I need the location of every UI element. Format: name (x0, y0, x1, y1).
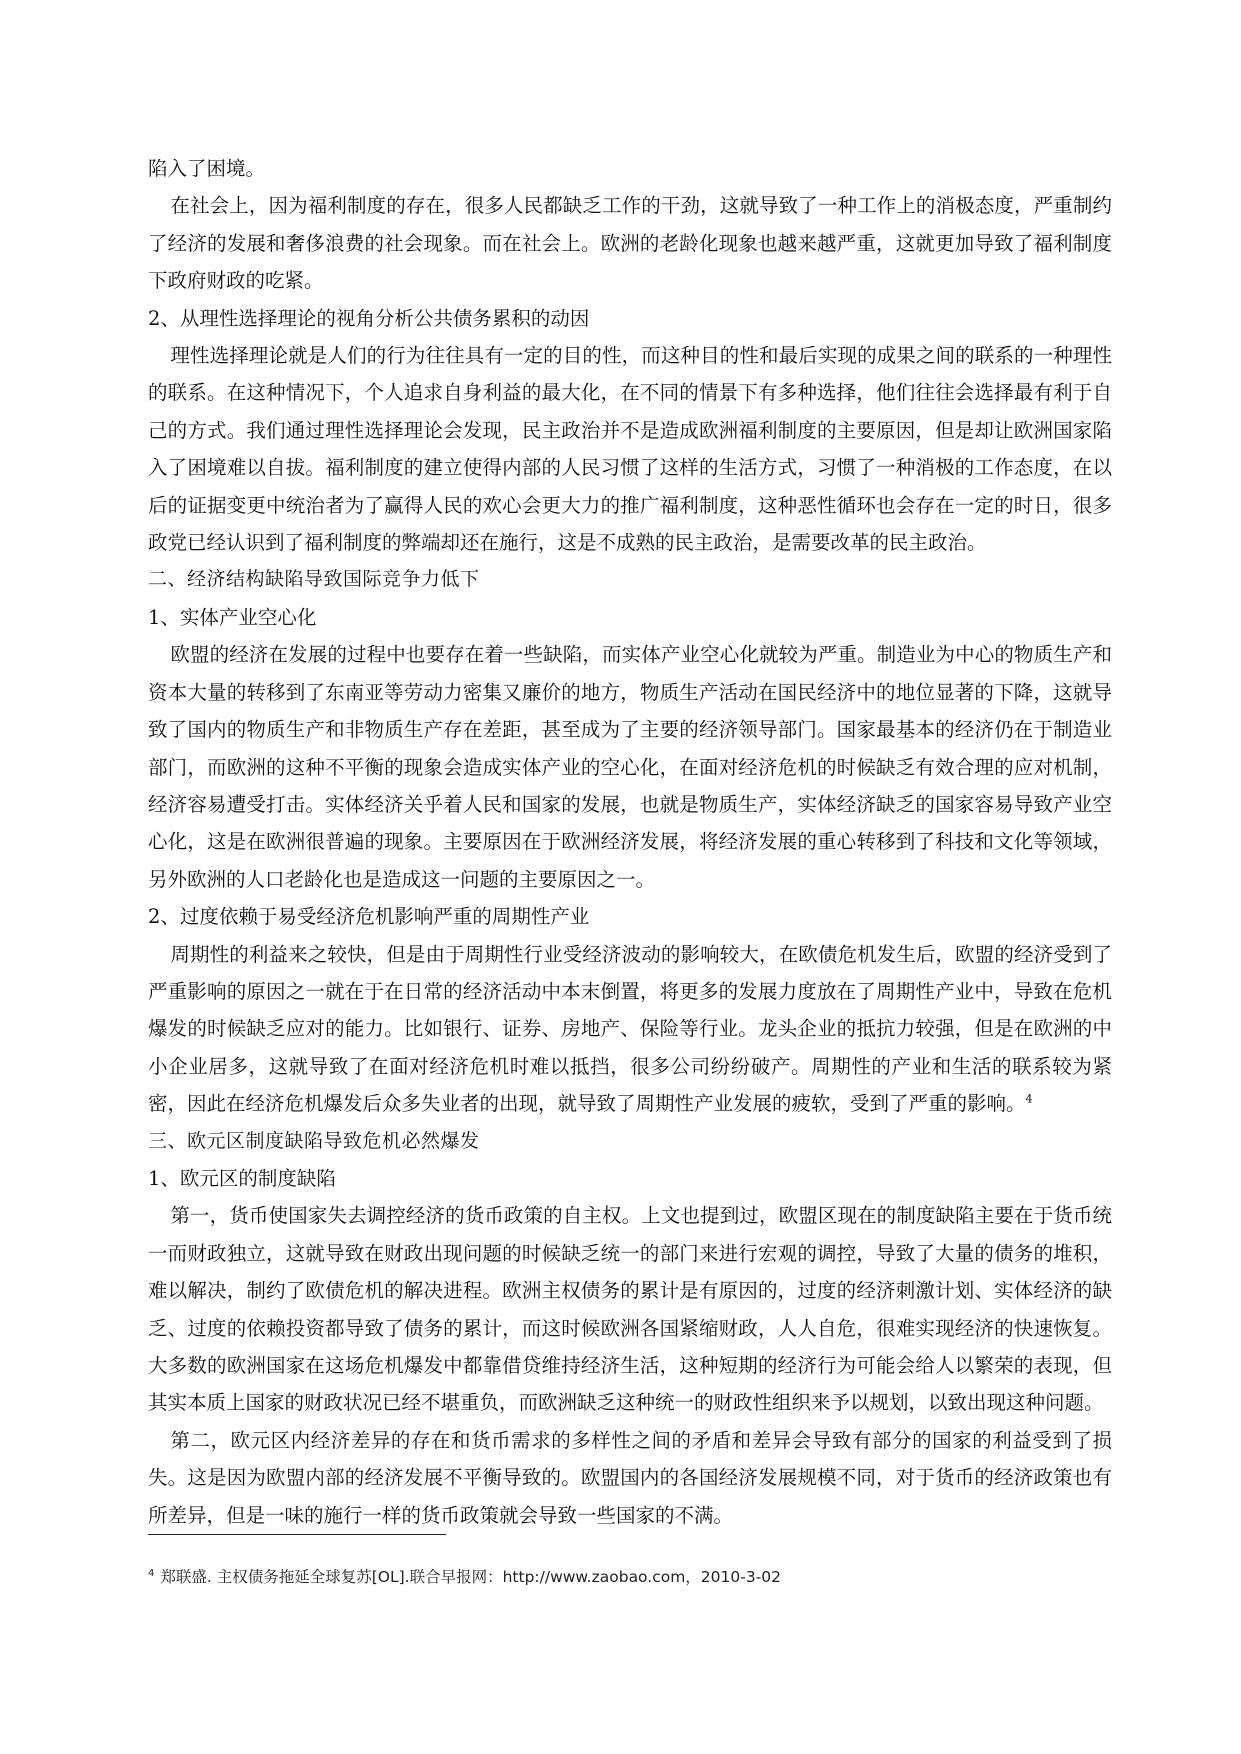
footnote-text: 郑联盛. 主权债务拖延全球复苏[OL].联合早报网：http://www.zaobao.com，2010-3-02 (160, 1568, 782, 1586)
heading-rational-choice: 2、从理性选择理论的视角分析公共债务累积的动因 (148, 306, 590, 330)
heading-section-3: 三、欧元区制度缺陷导致危机必然爆发 (148, 1129, 480, 1152)
heading-hollowing: 1、实体产业空心化 (148, 605, 317, 629)
footnote-mark: 4 (148, 1567, 155, 1579)
paragraph-rational-choice: 理性选择理论就是人们的行为往往具有一定的目的性，而这种目的性和最后实现的成果之间的联系的一种理性的联系。在这种情况下，个人追求自身利益的最大化，在不同的情景下有多种选择，他们往往会选择最有利于自己的方式。我们通过理性选择理论会发现，民主政治并不是造成欧洲福利制度的主要原因，但是却让欧洲国家陷入了困境难以自拔。福利制度的建立使得内部的人民习惯了这样的生活方式，习惯了一种消极的工作态度，在以后的证据变更中统治者为了赢得人民的欢心会更大力的推广福利制度，这种恶性循环也会存在一定的时日，很多政党已经认识到了福利制度的弊端却还在施行，这是不成熟的民主政治，是需要改革的民主政治。 (148, 344, 1112, 555)
heading-section-2: 二、经济结构缺陷导致国际竞争力低下 (148, 568, 480, 591)
document-body (148, 150, 1112, 1534)
heading-cyclical: 2、过度依赖于易受经济危机影响严重的周期性产业 (148, 905, 590, 929)
paragraph-social: 在社会上，因为福利制度的存在，很多人民都缺乏工作的干劲，这就导致了一种工作上的消极态度，严重制约了经济的发展和奢侈浪费的社会现象。而在社会上。欧洲的老龄化现象也越来越严重，这就更加导致了福利制度下政府财政的吃紧。 (148, 194, 1112, 293)
footnote-reference[interactable]: 4 (1025, 1092, 1033, 1106)
paragraph-first: 第一，货币使国家失去调控经济的货币政策的自主权。上文也提到过，欧盟区现在的制度缺陷主要在于货币统一而财政独立，这就导致在财政出现问题的时候缺乏统一的部门来进行宏观的调控，导致了大量的债务的堆积，难以解决，制约了欧债危机的解决进程。欧洲主权债务的累计是有原因的，过度的经济刺激计划、实体经济的缺乏、过度的依赖投资都导致了债务的累计，而这时候欧洲各国紧缩财政，人人自危，很难实现经济的快速恢复。大多数的欧洲国家在这场危机爆发中都靠借贷维持经济生活，这种短期的经济行为可能会给人以繁荣的表现，但其实本质上国家的财政状况已经不堪重负，而欧洲缺乏这种统一的财政性组织来予以规划，以致出现这种问题。 (148, 1204, 1112, 1415)
footnote-divider (148, 1534, 446, 1535)
paragraph-second: 第二，欧元区内经济差异的存在和货币需求的多样性之间的矛盾和差异会导致有部分的国家的利益受到了损失。这是因为欧盟内部的经济发展不平衡导致的。欧盟国内的各国经济发展规模不同，对于货币的经济政策也有所差异，但是一味的施行一样的货币政策就会导致一些国家的不满。 (148, 1428, 1112, 1527)
paragraph-cyclical-text: 周期性的利益来之较快，但是由于周期性行业受经济波动的影响较大，在欧债危机发生后，欧盟的经济受到了严重影响的原因之一就在于在日常的经济活动中本末倒置，将更多的发展力度放在了周期性产业中，导致在危机爆发的时候缺乏应对的能力。比如银行、证券、房地产、保险等行业。龙头企业的抵抗力较强，但是在欧洲的中小企业居多，这就导致了在面对经济危机时难以抵挡，很多公司纷纷破产。周期性的产业和生活的联系较为紧密，因此在经济危机爆发后众多失业者的出现，就导致了周期性产业发展的疲软，受到了严重的影响。 (148, 942, 1112, 1116)
paragraph-hollowing: 欧盟的经济在发展的过程中也要存在着一些缺陷，而实体产业空心化就较为严重。制造业为中心的物质生产和资本大量的转移到了东南亚等劳动力密集又廉价的地方，物质生产活动在国民经济中的地位显著的下降，这就导致了国内的物质生产和非物质生产存在差距，甚至成为了主要的经济领导部门。国家最基本的经济仍在于制造业部门，而欧洲的这种不平衡的现象会造成实体产业的空心化，在面对经济危机的时候缺乏有效合理的应对机制，经济容易遭受打击。实体经济关乎着人民和国家的发展，也就是物质生产，实体经济缺乏的国家容易导致产业空心化，这是在欧洲很普遍的现象。主要原因在于欧洲经济发展，将经济发展的重心转移到了科技和文化等领域，另外欧洲的人口老龄化也是造成这一问题的主要原因之一。 (148, 643, 1112, 891)
heading-euro-defects: 1、欧元区的制度缺陷 (148, 1166, 336, 1190)
paragraph-intro: 陷入了困境。 (148, 157, 266, 180)
paragraph-cyclical (148, 936, 1112, 1123)
footnote (148, 1565, 1112, 1589)
